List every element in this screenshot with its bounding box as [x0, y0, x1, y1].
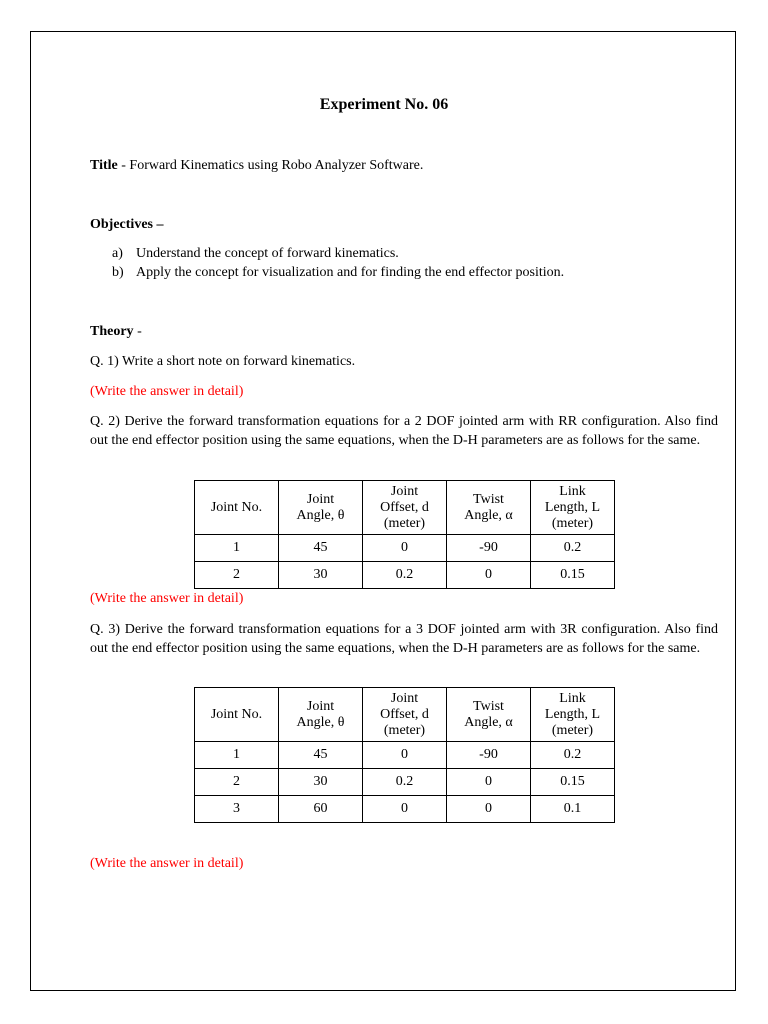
theory-heading — [90, 323, 142, 341]
objectives-heading: Objectives – — [90, 217, 164, 232]
table-row — [195, 769, 615, 796]
objective-text-b: Apply the concept for visualization and for finding the end effector position. — [136, 265, 565, 280]
title-label: Title — [90, 158, 118, 173]
table-cell: -90 — [447, 535, 531, 562]
table-cell: 0.15 — [531, 769, 615, 796]
table-header-row — [195, 481, 615, 535]
question-2: Q. 2) Derive the forward transformation equations for a 2 DOF jointed arm with RR configuration. Also find out the end effector position using the same equations, when the D-H parameters are as follows for the same. — [90, 414, 718, 448]
table-row — [195, 742, 615, 769]
table-cell: 2 — [195, 562, 279, 589]
table-cell: 0.15 — [531, 562, 615, 589]
table-cell: 0 — [363, 796, 447, 823]
objective-item-b — [112, 264, 124, 282]
header-joint-no: Joint No. — [195, 481, 279, 535]
table-cell: 0 — [363, 742, 447, 769]
title-line — [90, 157, 423, 175]
table-cell: 30 — [279, 769, 363, 796]
dh-table-3dof — [194, 687, 615, 823]
objective-marker: b) — [112, 265, 124, 280]
answer-note-1: (Write the answer in detail) — [90, 384, 244, 399]
theory-suffix: - — [133, 324, 142, 339]
table-cell: 45 — [279, 535, 363, 562]
table-cell: 0 — [363, 535, 447, 562]
theory-label: Theory — [90, 324, 134, 339]
header-joint-offset: Joint Offset, d (meter) — [363, 481, 447, 535]
table-cell: 0.2 — [363, 562, 447, 589]
table-cell: -90 — [447, 742, 531, 769]
header-joint-angle: Joint Angle, θ — [279, 688, 363, 742]
table-cell: 0.2 — [531, 742, 615, 769]
answer-note-2: (Write the answer in detail) — [90, 591, 244, 606]
table-cell: 60 — [279, 796, 363, 823]
question-3: Q. 3) Derive the forward transformation equations for a 3 DOF jointed arm with 3R configuration. Also find out the end effector position using the same equations, when the D-H parameters are as follows for the same. — [90, 622, 718, 656]
table-row — [195, 796, 615, 823]
header-twist-angle: Twist Angle, α — [447, 481, 531, 535]
table-row — [195, 535, 615, 562]
dh-table-2dof — [194, 480, 615, 589]
table-cell: 45 — [279, 742, 363, 769]
table-cell: 1 — [195, 742, 279, 769]
table-cell: 3 — [195, 796, 279, 823]
header-link-length: Link Length, L (meter) — [531, 481, 615, 535]
table-cell: 2 — [195, 769, 279, 796]
page-title: Experiment No. 06 — [319, 96, 449, 113]
question-1: Q. 1) Write a short note on forward kinematics. — [90, 354, 356, 369]
table-cell: 0.2 — [363, 769, 447, 796]
table-cell: 0 — [447, 562, 531, 589]
table-cell: 0 — [447, 769, 531, 796]
table-row — [195, 562, 615, 589]
table-cell: 0.2 — [531, 535, 615, 562]
objective-item-a — [112, 245, 123, 263]
header-twist-angle: Twist Angle, α — [447, 688, 531, 742]
table-header-row — [195, 688, 615, 742]
header-joint-no: Joint No. — [195, 688, 279, 742]
header-joint-angle: Joint Angle, θ — [279, 481, 363, 535]
table-cell: 0.1 — [531, 796, 615, 823]
table-cell: 0 — [447, 796, 531, 823]
table-cell: 1 — [195, 535, 279, 562]
table-cell: 30 — [279, 562, 363, 589]
objective-text-a: Understand the concept of forward kinematics. — [136, 246, 399, 261]
header-link-length: Link Length, L (meter) — [531, 688, 615, 742]
answer-note-3: (Write the answer in detail) — [90, 856, 244, 871]
objective-marker: a) — [112, 246, 123, 261]
title-text: - Forward Kinematics using Robo Analyzer Software. — [117, 158, 424, 173]
header-joint-offset: Joint Offset, d (meter) — [363, 688, 447, 742]
